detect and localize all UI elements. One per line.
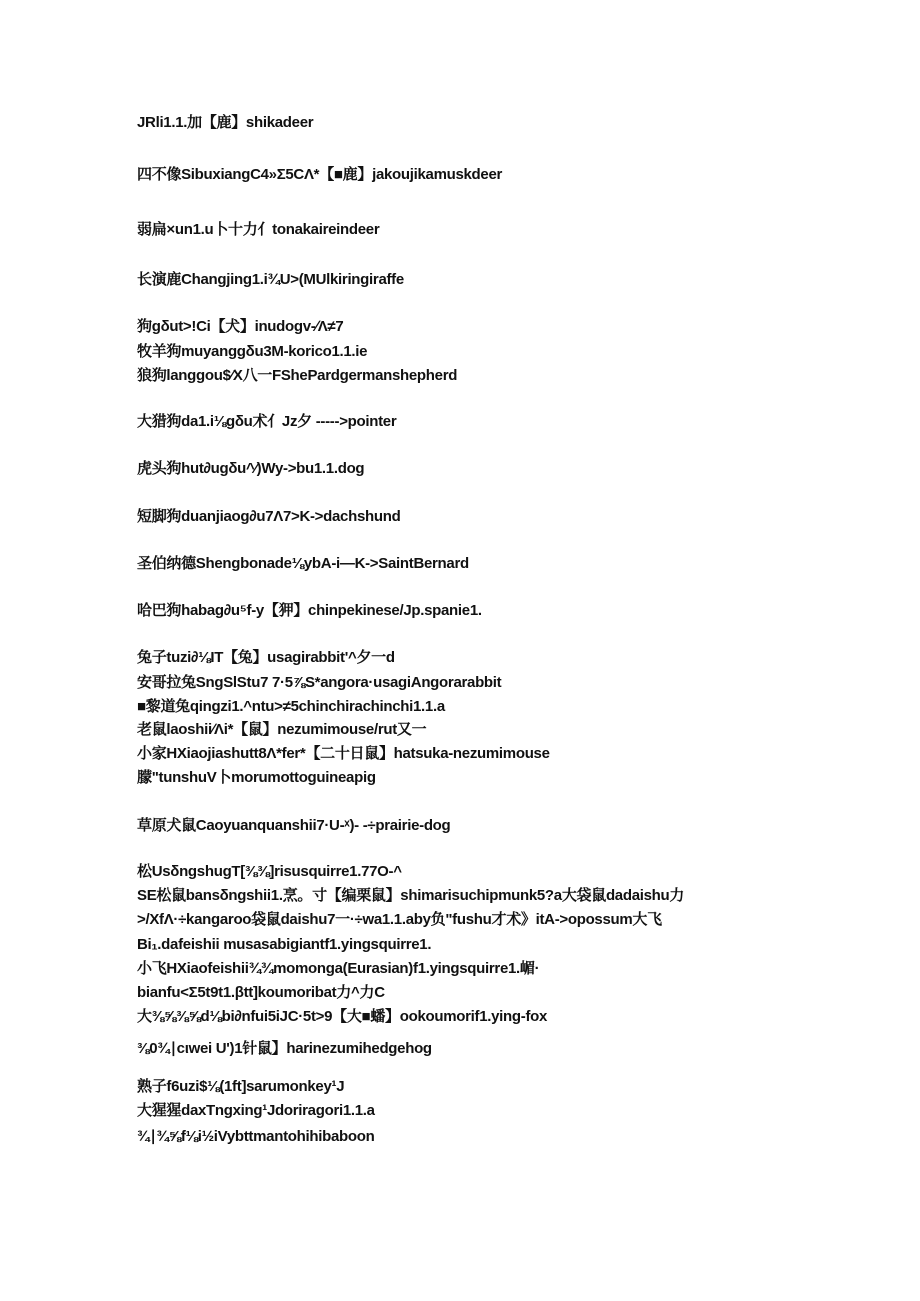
- text-line: 大猩猩daxTngxing¹Jdoriragori1.1.a: [137, 1102, 375, 1119]
- text-line: 圣伯纳德Shengbonade⅛ybA-i—K->SaintBernard: [137, 555, 469, 572]
- text-line: 大⅜⅝⅜⅝d⅛bi∂nfui5iJC·5t>9【大■蟠】ookoumorif1.ying-fox: [137, 1008, 548, 1025]
- text-line: 弱扁×un1.u卜十力亻tonakaireindeer: [137, 221, 380, 238]
- text-line: Bi₁.dafeishii musasabigiantf1.yingsquirre1.: [137, 936, 432, 953]
- text-line: 小飞HXiaofeishii¾¾momonga(Eurasian)f1.yingsquirre1.嵋·: [137, 960, 540, 977]
- text-line: 朦"tunshuV卜morumottoguineapig: [137, 769, 376, 786]
- text-line: bianfu<Σ5t9t1.βtt]koumoribat力^力C: [137, 984, 385, 1001]
- text-line: 四不像SibuxiangC4»Σ5CΛ*【■鹿】jakoujikamuskdeer: [137, 166, 503, 183]
- text-line: 小家HXiaojiashutt8Λ*fer*【二十日鼠】hatsuka-nezumimouse: [137, 745, 550, 762]
- text-line: 兔子tuzi∂⅛IT【兔】usagirabbit'^夕一d: [137, 649, 395, 666]
- text-line: 松UsδngshugT[⅜⅜]risusquirre1.77O-^: [137, 863, 402, 880]
- text-line: ⅜0¾∣cιwei U')1针鼠】harinezumihedgehog: [137, 1040, 432, 1057]
- text-line: 虎头狗hut∂ugδu^∕)Wy->bu1.1.dog: [137, 460, 365, 477]
- text-line: ■黎道兔qingzi1.^ntu>≠5chinchirachinchi1.1.a: [137, 698, 445, 715]
- text-line: 大猎狗da1.i⅛gδu术亻Jz夕 ----->pointer: [137, 413, 397, 430]
- text-line: 长演鹿Changjing1.i¾U>(MUlkiringiraffe: [137, 271, 404, 288]
- text-line: 熟子f6uzi$⅛(1ft]sarumonkey¹J: [137, 1078, 345, 1095]
- text-line: 哈巴狗habag∂u⁵f-y【狎】chinpekinese/Jp.spanie1.: [137, 602, 482, 619]
- text-line: 草原犬鼠Caoyuanquanshii7·U-ˣ)- -÷prairie-dog: [137, 817, 451, 834]
- text-line: ¾∣¾⅝f⅛i½iVybttmantohihibaboon: [137, 1128, 375, 1145]
- text-line: 狼狗langgou$∕X八一FShePardgermanshepherd: [137, 367, 458, 384]
- text-line: JRli1.1.加【鹿】shikadeer: [137, 114, 314, 131]
- text-line: 老鼠laoshii∕Λi*【鼠】nezumimouse/rut又一: [137, 721, 427, 738]
- text-line: 狗gδut>!Ci【犬】inudogv-∕Λ≠7: [137, 318, 344, 335]
- text-line: 短脚狗duanjiaog∂u7Λ7>K->dachshund: [137, 508, 401, 525]
- text-line: SE松鼠bansδngshii1.烹。寸【编栗鼠】shimarisuchipmunk5?a大袋鼠dadaishu力: [137, 887, 685, 904]
- text-line: 安哥拉兔SngSlStu7 7·5⅞S*angora·usagiAngorarabbit: [137, 674, 502, 691]
- text-line: 牧羊狗muyanggδu3M-korico1.1.ie: [137, 343, 368, 360]
- text-line: >/XfΛ·÷kangaroo袋鼠daishu7一·÷wa1.1.aby负"fushu才术》itA->opossum大飞: [137, 911, 662, 928]
